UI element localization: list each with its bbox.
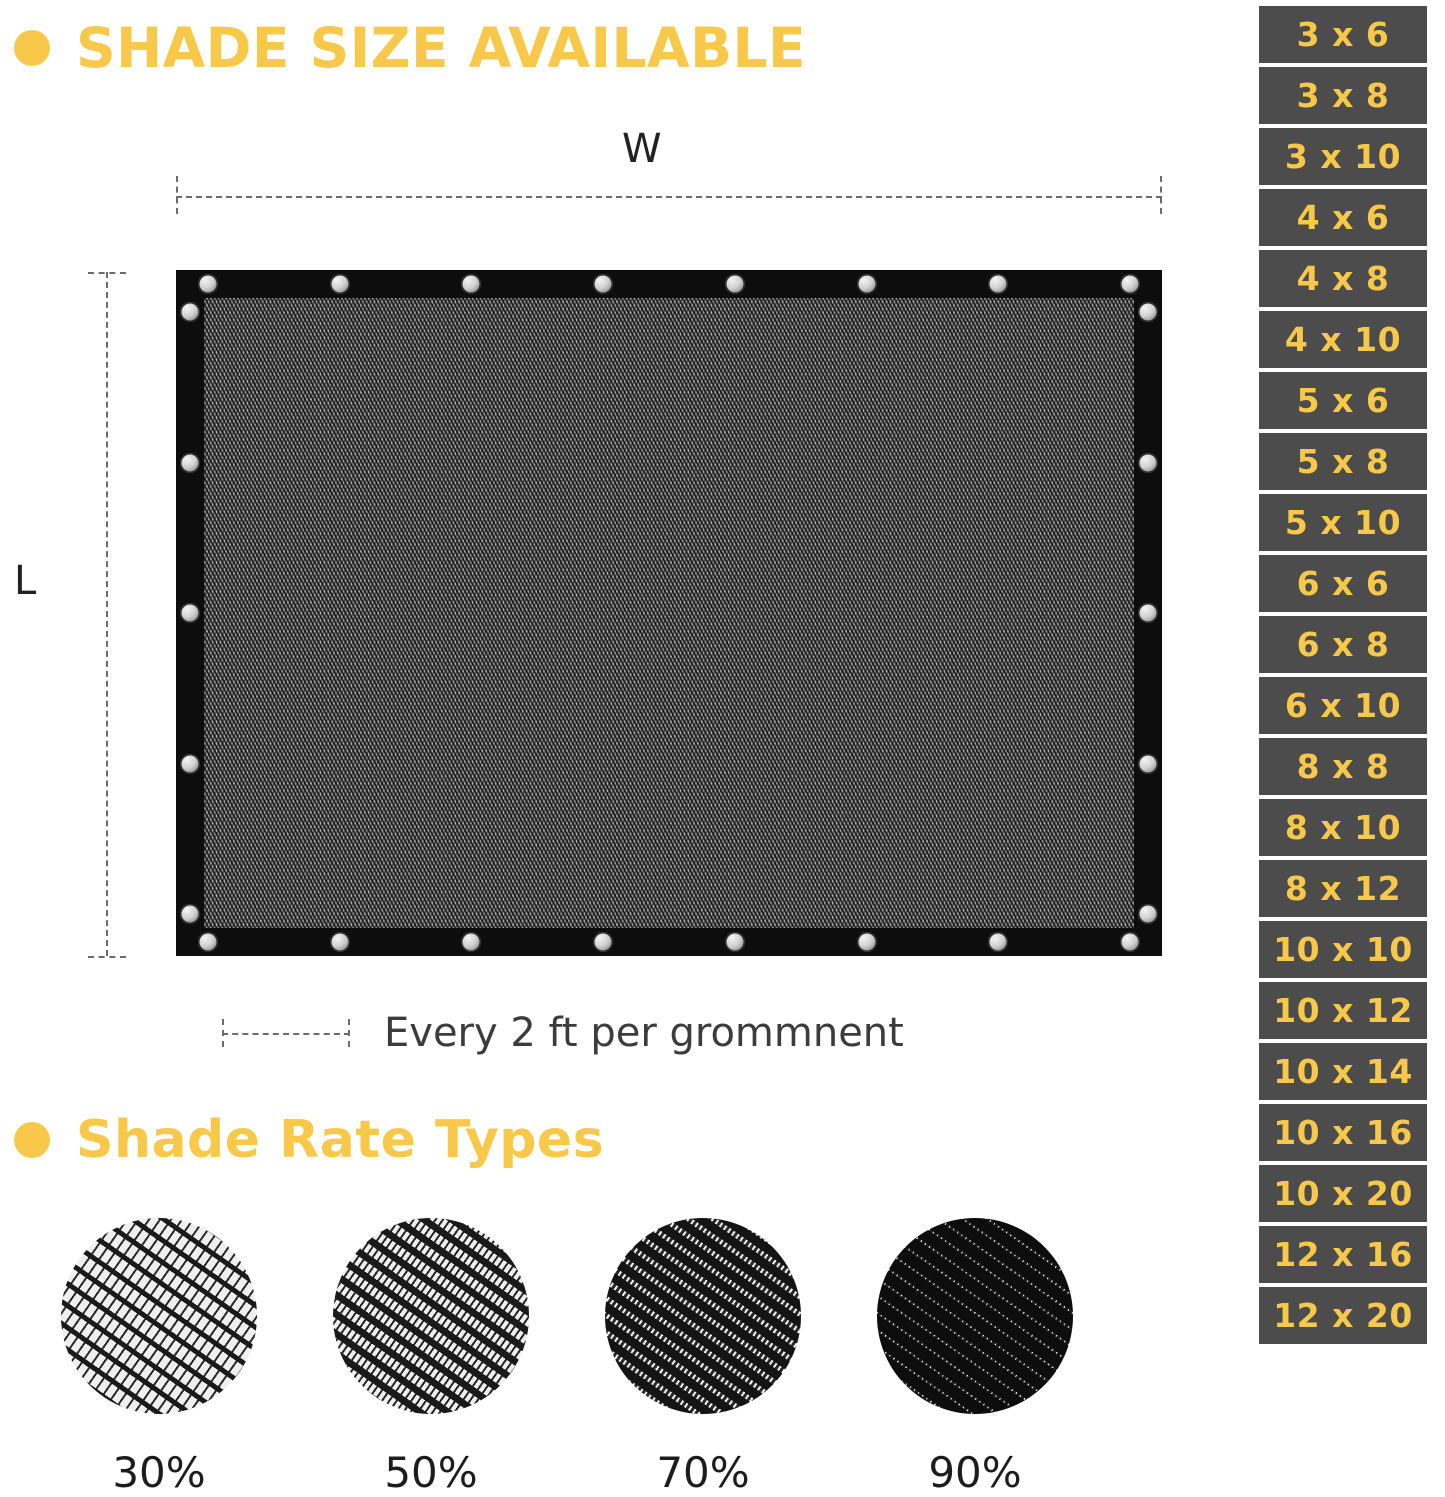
grommet-bottom <box>593 932 613 952</box>
shade-rate-label: 90% <box>928 1448 1022 1497</box>
shade-rate-section-label: Shade Rate Types <box>76 1110 605 1170</box>
length-dimension-tick-top <box>88 272 126 274</box>
size-option-chip[interactable]: 12 x 20 <box>1259 1287 1427 1344</box>
grommet-left <box>180 302 200 322</box>
page-title-label: SHADE SIZE AVAILABLE <box>76 16 807 80</box>
grommet-bottom <box>725 932 745 952</box>
shade-rate-item <box>60 1218 258 1497</box>
grommet-left <box>180 754 200 774</box>
width-dimension-tick-right <box>1160 176 1162 214</box>
bracket-line <box>222 1033 350 1035</box>
grommet-top <box>330 274 350 294</box>
grommet-right <box>1138 603 1158 623</box>
shade-rate-swatch-70 <box>605 1218 801 1414</box>
grommet-right <box>1138 904 1158 924</box>
shade-rate-item <box>604 1218 802 1497</box>
width-dimension-line <box>176 196 1162 198</box>
size-option-chip[interactable]: 4 x 8 <box>1259 250 1427 307</box>
grommet-left <box>180 453 200 473</box>
grommet-top <box>988 274 1008 294</box>
grommet-top <box>1120 274 1140 294</box>
size-option-chip[interactable]: 4 x 10 <box>1259 311 1427 368</box>
length-dimension-line <box>106 272 108 956</box>
size-option-chip[interactable]: 12 x 16 <box>1259 1226 1427 1283</box>
grommet-bottom <box>461 932 481 952</box>
size-option-chip[interactable]: 8 x 10 <box>1259 799 1427 856</box>
grommet-top <box>461 274 481 294</box>
shade-rate-swatch-50 <box>333 1218 529 1414</box>
width-dimension-tick-left <box>176 176 178 214</box>
size-option-chip[interactable]: 8 x 8 <box>1259 738 1427 795</box>
bullet-icon <box>14 1122 50 1158</box>
size-option-chip[interactable]: 8 x 12 <box>1259 860 1427 917</box>
shade-rate-swatch-90 <box>877 1218 1073 1414</box>
size-option-chip[interactable]: 6 x 8 <box>1259 616 1427 673</box>
shade-rate-item <box>332 1218 530 1497</box>
grommet-spacing-bracket <box>222 1019 350 1047</box>
shade-rate-swatch-30 <box>61 1218 257 1414</box>
shade-rate-label: 30% <box>112 1448 206 1497</box>
page-title <box>14 16 806 80</box>
shade-rate-item <box>876 1218 1074 1497</box>
grommet-bottom <box>330 932 350 952</box>
size-option-chip[interactable]: 5 x 8 <box>1259 433 1427 490</box>
grommet-top <box>593 274 613 294</box>
bracket-tick-left <box>222 1019 224 1047</box>
bracket-tick-right <box>348 1019 350 1047</box>
panel-mesh-fabric <box>204 298 1134 928</box>
grommet-bottom <box>988 932 1008 952</box>
size-option-chip[interactable]: 3 x 8 <box>1259 67 1427 124</box>
length-dimension-tick-bottom <box>88 956 126 958</box>
size-option-chip[interactable]: 3 x 10 <box>1259 128 1427 185</box>
grommet-spacing-label: Every 2 ft per grommnent <box>384 1010 904 1056</box>
shade-rate-label: 70% <box>656 1448 750 1497</box>
grommet-right <box>1138 302 1158 322</box>
grommet-top <box>725 274 745 294</box>
grommet-top <box>857 274 877 294</box>
size-option-chip[interactable]: 4 x 6 <box>1259 189 1427 246</box>
shade-rate-list <box>60 1218 1170 1497</box>
width-dimension-label: W <box>622 126 662 172</box>
size-option-chip[interactable]: 3 x 6 <box>1259 6 1427 63</box>
bullet-icon <box>14 30 50 66</box>
grommet-bottom <box>857 932 877 952</box>
size-option-chip[interactable]: 10 x 14 <box>1259 1043 1427 1100</box>
grommet-right <box>1138 754 1158 774</box>
size-option-chip[interactable]: 5 x 6 <box>1259 372 1427 429</box>
grommet-right <box>1138 453 1158 473</box>
shade-panel-diagram <box>176 270 1162 956</box>
size-option-chip[interactable]: 5 x 10 <box>1259 494 1427 551</box>
grommet-left <box>180 603 200 623</box>
size-option-chip[interactable]: 10 x 10 <box>1259 921 1427 978</box>
shade-rate-label: 50% <box>384 1448 478 1497</box>
shade-rate-section-title <box>14 1110 604 1170</box>
length-dimension-label: L <box>14 558 37 604</box>
size-option-chip[interactable]: 10 x 20 <box>1259 1165 1427 1222</box>
size-option-chip[interactable]: 10 x 12 <box>1259 982 1427 1039</box>
grommet-bottom <box>1120 932 1140 952</box>
grommet-left <box>180 904 200 924</box>
size-option-chip[interactable]: 10 x 16 <box>1259 1104 1427 1161</box>
size-option-list <box>1259 6 1427 1344</box>
grommet-bottom <box>198 932 218 952</box>
size-option-chip[interactable]: 6 x 6 <box>1259 555 1427 612</box>
grommet-top <box>198 274 218 294</box>
grommet-spacing-note <box>222 1010 904 1056</box>
size-option-chip[interactable]: 6 x 10 <box>1259 677 1427 734</box>
